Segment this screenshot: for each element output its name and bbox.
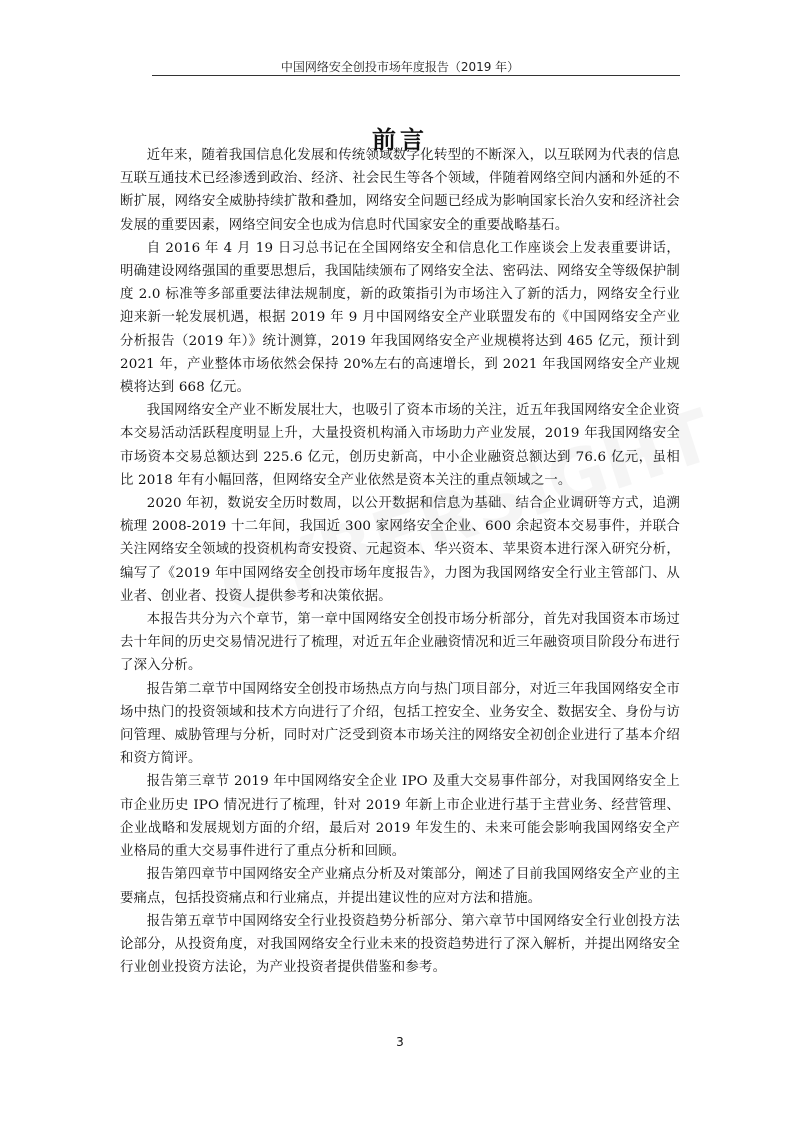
page-title: 前言: [372, 126, 428, 155]
paragraph-9: 报告第五章节中国网络安全行业投资趋势分析部分、第六章节中国网络安全行业创投方法论部分，从投资角度，对我国网络安全行业未来的投资趋势进行了深入解析，并提出网络安全行业创业投资方法论，为产业投资者提供借鉴和参考。: [120, 913, 680, 976]
paragraph-8: 报告第四章节中国网络安全产业痛点分析及对策部分，阐述了目前我国网络安全产业的主要痛点，包括投资痛点和行业痛点，并提出建议性的应对方法和措施。: [120, 867, 680, 906]
page-number: 3: [396, 1035, 404, 1049]
paragraph-3: 我国网络安全产业不断发展壮大，也吸引了资本市场的关注，近五年我国网络安全企业资本交易活动活跃程度明显上升，大量投资机构涌入市场助力产业发展，2019 年我国网络安全市场资本交易总额达到 225.6 亿元，创历史新高，中小企业融资总额达到 76.6 亿元，虽相比 2018 年有小幅回落，但网络安全产业依然是资本关注的重点领域之一。: [120, 403, 680, 488]
paragraph-6: 报告第二章节中国网络安全创投市场热点方向与热门项目部分，对近三年我国网络安全市场中热门的投资领域和技术方向进行了介绍，包括工控安全、业务安全、数据安全、身份与访问管理、威胁管理与分析，同时对广泛受到资本市场关注的网络安全初创企业进行了基本介绍和资方简评。: [120, 681, 680, 767]
paragraph-7: 报告第三章节 2019 年中国网络安全企业 IPO 及重大交易事件部分，对我国网络安全上市企业历史 IPO 情况进行了梳理，针对 2019 年新上市企业进行基于主营业务、经营管理、企业战略和发展规划方面的介绍，最后对 2019 年发生的、未来可能会影响我国网络安全产业格局的重大交易事件进行了重点分析和回顾。: [120, 774, 680, 860]
paragraph-4: 2020 年初，数说安全历时数周，以公开数据和信息为基础、结合企业调研等方式，追溯梳理 2008-2019 十二年间，我国近 300 家网络安全企业、600 余起资本交易事件，并联合关注网络安全领域的投资机构奇安投资、元起资本、华兴资本、苹果资本进行深入研究分析，编写了《2019 年中国网络安全创投市场年度报告》，力图为我国网络安全行业主管部门、从业者、创业者、投资人提供参考和决策依据。: [120, 496, 680, 604]
paragraph-5: 本报告共分为六个章节，第一章中国网络安全创投市场分析部分，首先对我国资本市场过去十年间的历史交易情况进行了梳理，对近五年企业融资情况和近三年融资项目阶段分布进行了深入分析。: [120, 612, 680, 674]
paragraph-1: 近年来，随着我国信息化发展和传统领域数字化转型的不断深入，以互联网为代表的信息互联互通技术已经渗透到政治、经济、社会民生等各个领域，伴随着网络空间内涵和外延的不断扩展，网络安全威胁持续扩散和叠加，网络安全问题已经成为影响国家长治久安和经济社会发展的重要因素，网络空间安全也成为信息时代国家安全的重要战略基石。: [120, 148, 680, 233]
running-header: 中国网络安全创投市场年度报告（2019 年）: [280, 60, 520, 74]
body-text: [120, 144, 680, 979]
paragraph-2: 自 2016 年 4 月 19 日习总书记在全国网络安全和信息化工作座谈会上发表重要讲话，明确建设网络强国的重要思想后，我国陆续颁布了网络安全法、密码法、网络安全等级保护制度 2.0 标准等多部重要法律法规制度，新的政策指引为市场注入了新的活力，网络安全行业迎来新一轮发展机遇，根据 2019 年 9 月中国网络安全产业联盟发布的《中国网络安全产业分析报告（2019 年）》统计测算，2019 年我国网络安全产业规模将达到 465 亿元，预计到 2021 年，产业整体市场依然会保持 20%左右的高速增长，到 2021 年我国网络安全产业规模将达到 668 亿元。: [120, 240, 680, 396]
header-divider: [152, 75, 680, 76]
